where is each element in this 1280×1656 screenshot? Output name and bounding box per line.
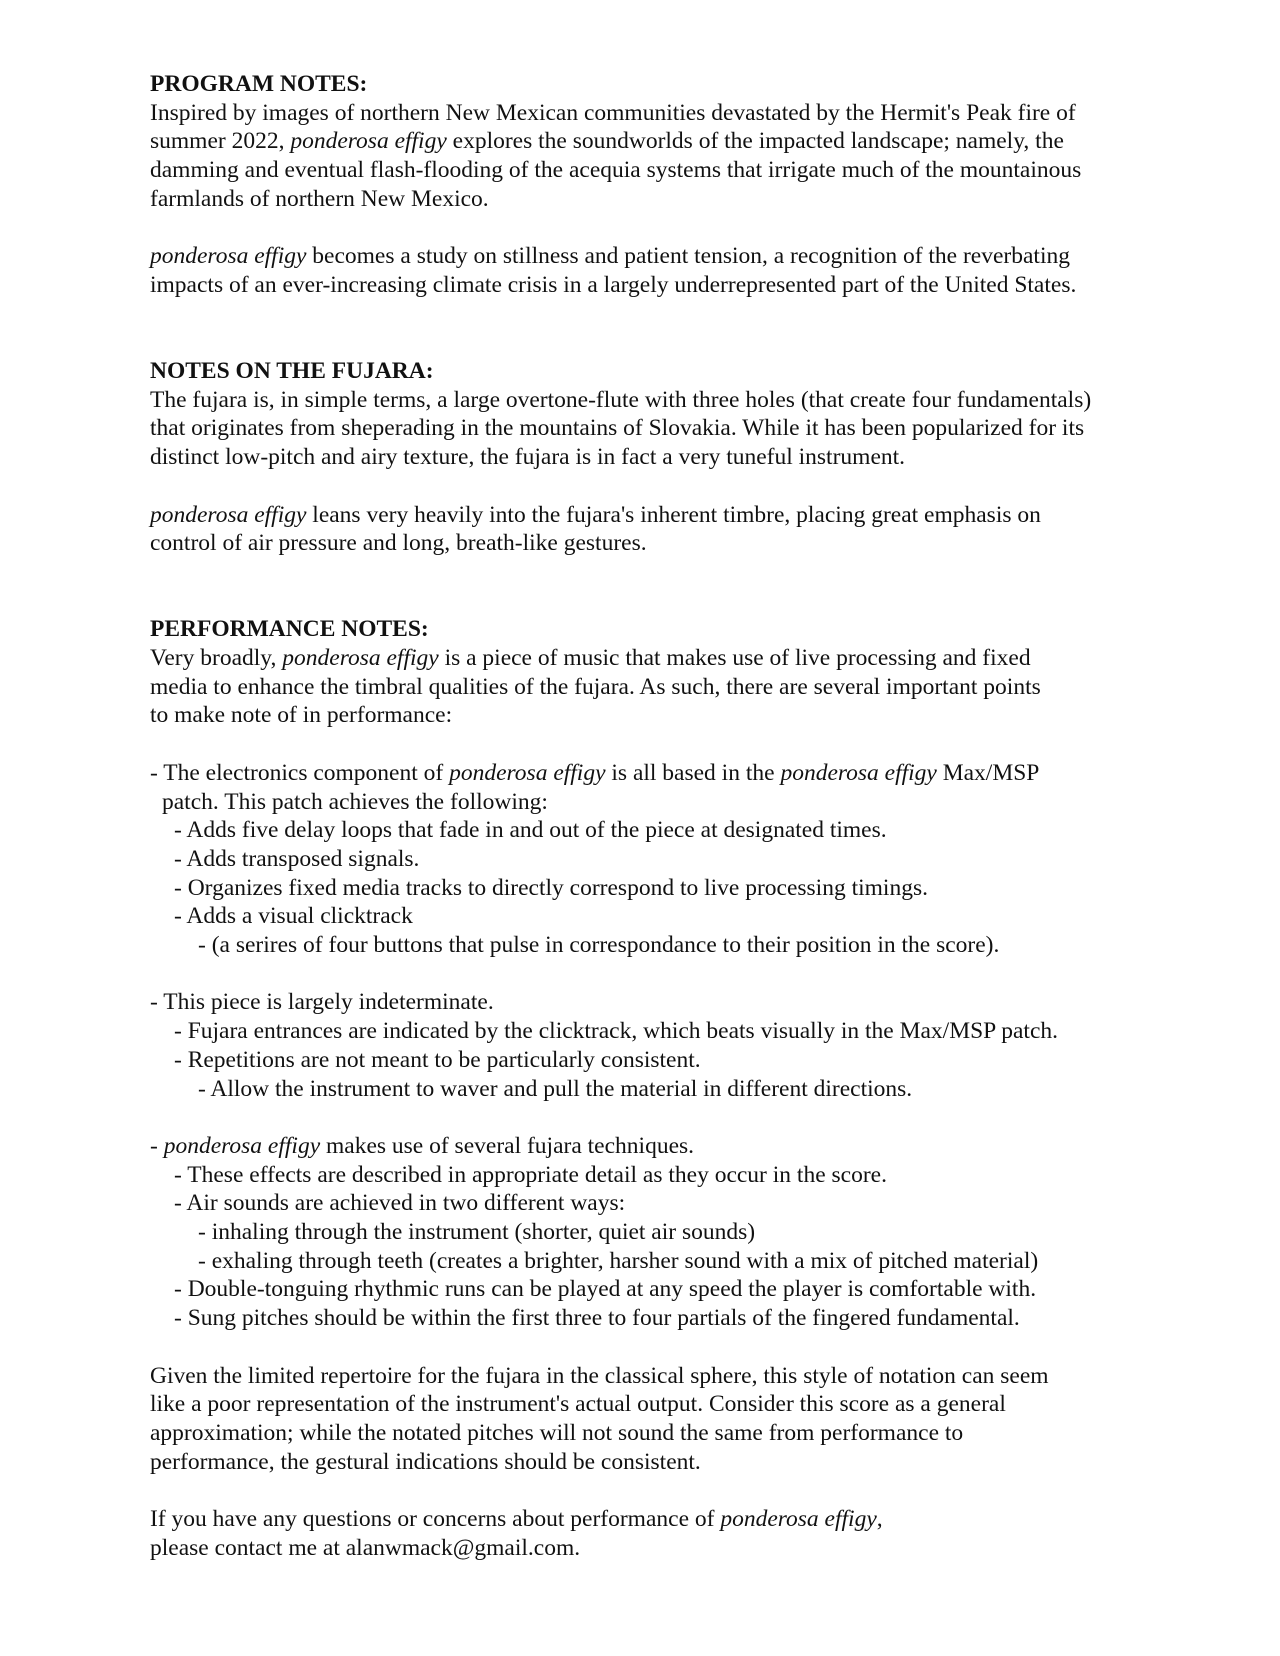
list-item: - Fujara entrances are indicated by the clicktrack, which beats visually in the Max/MSP patch.	[174, 1018, 1059, 1045]
list-subitem: - inhaling through the instrument (shorter, quiet air sounds)	[198, 1219, 756, 1246]
program-notes-paragraph-1	[150, 99, 1150, 214]
text-line: Given the limited repertoire for the fujara in the classical sphere, this style of notation can seem	[150, 1362, 1049, 1389]
text-line: farmlands of northern New Mexico.	[150, 185, 489, 212]
list-item: - Repetitions are not meant to be particularly consistent.	[174, 1046, 701, 1073]
program-notes-section	[150, 70, 1150, 300]
title-italic: ponderosa effigy	[163, 1132, 321, 1159]
title-italic: ponderosa effigy	[150, 501, 307, 528]
text-line: approximation; while the notated pitches will not sound the same from performance to	[150, 1419, 964, 1446]
fujara-notes-heading: NOTES ON THE FUJARA:	[150, 358, 434, 384]
list-item: - Air sounds are achieved in two different ways:	[174, 1190, 626, 1217]
title-italic: ponderosa effigy	[150, 243, 307, 270]
contact-paragraph	[150, 1505, 1150, 1562]
performance-notes-heading: PERFORMANCE NOTES:	[150, 616, 429, 643]
performance-intro	[150, 644, 1150, 730]
text-line: impacts of an ever-increasing climate crisis in a largely underrepresented part of the United States.	[150, 271, 1077, 298]
text-line: Inspired by images of northern New Mexican communities devastated by the Hermit's Peak fire of	[150, 99, 1076, 126]
list-item: - Adds a visual clicktrack	[174, 903, 413, 930]
list-item: - Organizes fixed media tracks to directly correspond to live processing timings.	[174, 874, 928, 901]
list-subitem: - (a serires of four buttons that pulse in correspondance to their position in the score).	[198, 932, 1000, 959]
title-italic: ponderosa effigy	[282, 645, 439, 671]
list-item: - This piece is largely indeterminate.	[150, 989, 494, 1016]
list-item: - Sung pitches should be within the first three to four partials of the fingered fundamental.	[174, 1305, 1020, 1332]
closing-paragraph	[150, 1362, 1150, 1477]
techniques-list	[150, 1132, 1150, 1333]
text-line: control of air pressure and long, breath-like gestures.	[150, 530, 647, 557]
text-line: to make note of in performance:	[150, 702, 453, 729]
title-italic: ponderosa effigy	[290, 128, 447, 155]
text-line: damming and eventual flash-flooding of the acequia systems that irrigate much of the mountainous	[150, 157, 1082, 184]
text-line: media to enhance the timbral qualities of the fujara. As such, there are several important points	[150, 673, 1041, 700]
text-line: Very broadly, ponderosa effigy is a piece of music that makes use of live processing and fixed	[150, 645, 1031, 671]
title-italic: ponderosa effigy	[720, 1506, 877, 1533]
performance-notes-section	[150, 615, 1150, 1562]
text-line: patch. This patch achieves the following:	[162, 788, 548, 815]
text-line: performance, the gestural indications should be consistent.	[150, 1448, 701, 1475]
text-line: that originates from sheperading in the mountains of Slovakia. While it has been popularized for its	[150, 415, 1085, 442]
list-item: - The electronics component of ponderosa effigy is all based in the ponderosa effigy Max/MSP	[150, 759, 1040, 786]
list-item: - Adds transposed signals.	[174, 845, 420, 872]
fujara-notes-paragraph-1	[150, 386, 1150, 472]
title-italic: ponderosa effigy	[780, 759, 937, 786]
fujara-notes-section	[150, 357, 1150, 558]
text-line: If you have any questions or concerns about performance of ponderosa effigy,	[150, 1506, 883, 1533]
text-line: ponderosa effigy becomes a study on stillness and patient tension, a recognition of the reverbating	[150, 243, 1070, 270]
list-item: - Double-tonguing rhythmic runs can be played at any speed the player is comfortable with.	[174, 1276, 1037, 1303]
indeterminate-list	[150, 988, 1150, 1103]
text-line: like a poor representation of the instrument's actual output. Consider this score as a general	[150, 1391, 1006, 1418]
list-item: - Adds five delay loops that fade in and out of the piece at designated times.	[174, 817, 887, 844]
text-line: summer 2022, ponderosa effigy explores the soundworlds of the impacted landscape; namely, the	[150, 128, 1064, 155]
list-item: - These effects are described in appropriate detail as they occur in the score.	[174, 1161, 887, 1188]
contact-email-line: please contact me at alanwmack@gmail.com.	[150, 1534, 581, 1561]
list-item: - ponderosa effigy makes use of several fujara techniques.	[150, 1132, 695, 1159]
title-italic: ponderosa effigy	[449, 759, 606, 786]
program-notes-heading: PROGRAM NOTES:	[150, 71, 368, 97]
electronics-list	[150, 759, 1150, 960]
fujara-notes-paragraph-2	[150, 501, 1150, 558]
document-page	[150, 70, 1150, 1562]
text-line: ponderosa effigy leans very heavily into the fujara's inherent timbre, placing great emphasis on	[150, 501, 1041, 528]
text-line: distinct low-pitch and airy texture, the fujara is in fact a very tuneful instrument.	[150, 444, 906, 471]
text-line: The fujara is, in simple terms, a large overtone-flute with three holes (that create four fundamentals)	[150, 386, 1092, 413]
list-subitem: - exhaling through teeth (creates a brighter, harsher sound with a mix of pitched material)	[198, 1247, 1039, 1274]
list-subitem: - Allow the instrument to waver and pull the material in different directions.	[198, 1075, 913, 1102]
program-notes-paragraph-2	[150, 242, 1150, 299]
